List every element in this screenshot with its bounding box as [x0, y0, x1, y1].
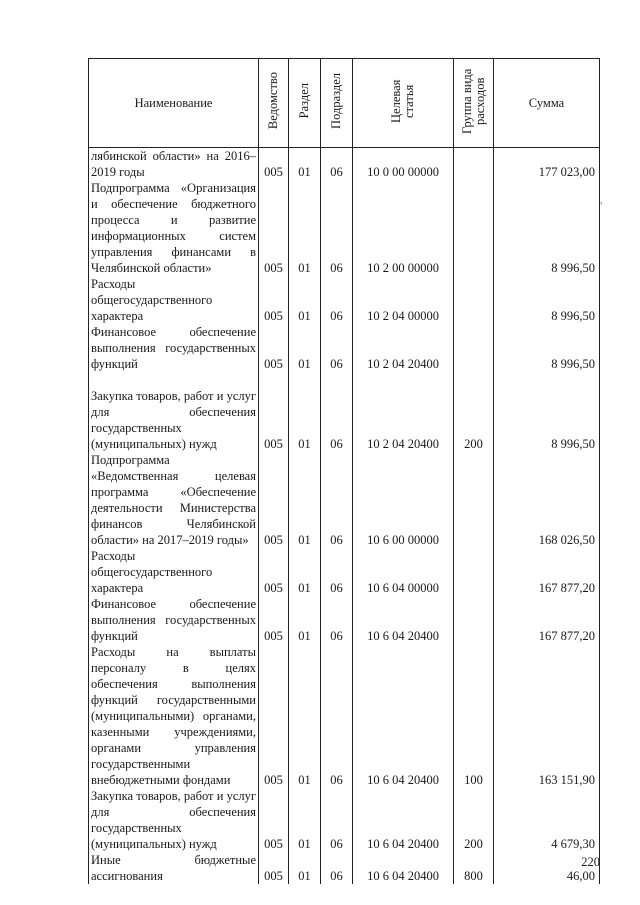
row-section: 01 [289, 372, 321, 452]
row-expense-group [454, 276, 494, 324]
table-row [89, 852, 600, 884]
table-row [89, 788, 600, 852]
row-expense-group [454, 324, 494, 372]
row-name: Подпрограмма «Ведомственная целевая программа «Обеспечение деятельности Министерства финансов Челябинской области» на 2017–2019 годы» [89, 452, 259, 548]
row-target-article: 10 6 00 00000 [353, 452, 454, 548]
header-subsection: Подраздел [321, 59, 353, 148]
row-section: 01 [289, 180, 321, 276]
row-subsection: 06 [321, 644, 353, 788]
row-expense-group: 200 [454, 788, 494, 852]
row-section: 01 [289, 148, 321, 181]
row-amount: 168 026,50 [494, 452, 600, 548]
budget-table [88, 58, 600, 884]
row-target-article: 10 6 04 20400 [353, 644, 454, 788]
row-target-article: 10 6 04 20400 [353, 852, 454, 884]
table-row [89, 372, 600, 452]
row-target-article: 10 2 04 00000 [353, 276, 454, 324]
row-subsection: 06 [321, 148, 353, 181]
row-expense-group [454, 452, 494, 548]
row-target-article: 10 2 04 20400 [353, 324, 454, 372]
header-expense-group: Группа вида расходов [454, 59, 494, 148]
row-name: Расходы общегосударственного характера [89, 548, 259, 596]
row-subsection: 06 [321, 596, 353, 644]
row-dept: 005 [259, 644, 289, 788]
row-section: 01 [289, 276, 321, 324]
header-dept: Ведомство [259, 59, 289, 148]
row-dept: 005 [259, 596, 289, 644]
header-section: Раздел [289, 59, 321, 148]
row-expense-group: 200 [454, 372, 494, 452]
row-name: Закупка товаров, работ и услуг для обеспечения государственных (муниципальных) нужд [89, 788, 259, 852]
row-expense-group: 800 [454, 852, 494, 884]
row-section: 01 [289, 452, 321, 548]
table-row [89, 276, 600, 324]
row-dept: 005 [259, 276, 289, 324]
row-amount: 46,00 [494, 852, 600, 884]
row-amount: 8 996,50 [494, 276, 600, 324]
row-name: Подпрограмма «Организация и обеспечение бюджетного процесса и развитие информационных систем управления финансами в Челябинской области» [89, 180, 259, 276]
row-amount: 167 877,20 [494, 548, 600, 596]
row-target-article: 10 6 04 20400 [353, 596, 454, 644]
row-section: 01 [289, 548, 321, 596]
table-row [89, 644, 600, 788]
table-row [89, 596, 600, 644]
table-row [89, 148, 600, 181]
row-target-article: 10 2 04 20400 [353, 372, 454, 452]
table-row [89, 452, 600, 548]
row-name: лябинской области» на 2016–2019 годы [89, 148, 259, 181]
row-subsection: 06 [321, 548, 353, 596]
row-section: 01 [289, 644, 321, 788]
table-body [89, 148, 600, 885]
row-name: Финансовое обеспечение выполнения государственных функций [89, 324, 259, 372]
row-subsection: 06 [321, 788, 353, 852]
row-subsection: 06 [321, 452, 353, 548]
row-subsection: 06 [321, 372, 353, 452]
row-amount: 8 996,50 [494, 372, 600, 452]
scan-mark: , [600, 195, 603, 206]
row-amount: 177 023,00 [494, 148, 600, 181]
row-dept: 005 [259, 452, 289, 548]
table-row [89, 180, 600, 276]
row-amount: 8 996,50 [494, 324, 600, 372]
page-number: 220 [581, 855, 600, 869]
table-row [89, 548, 600, 596]
row-target-article: 10 2 00 00000 [353, 180, 454, 276]
row-section: 01 [289, 788, 321, 852]
row-section: 01 [289, 596, 321, 644]
row-target-article: 10 0 00 00000 [353, 148, 454, 181]
row-dept: 005 [259, 788, 289, 852]
row-target-article: 10 6 04 00000 [353, 548, 454, 596]
row-subsection: 06 [321, 276, 353, 324]
row-dept: 005 [259, 180, 289, 276]
row-subsection: 06 [321, 324, 353, 372]
row-target-article: 10 6 04 20400 [353, 788, 454, 852]
row-section: 01 [289, 852, 321, 884]
row-expense-group [454, 548, 494, 596]
row-name: Финансовое обеспечение выполнения государственных функций [89, 596, 259, 644]
row-name: Закупка товаров, работ и услуг для обеспечения государственных (муниципальных) нужд [89, 372, 259, 452]
row-name: Расходы на выплаты персоналу в целях обеспечения выполнения функций государственными (муниципальными) органами, казенными учреждениями, органами управления государственными внебюджетными фондами [89, 644, 259, 788]
row-dept: 005 [259, 148, 289, 181]
row-amount: 4 679,30 [494, 788, 600, 852]
header-target-article: Целевая статья [353, 59, 454, 148]
row-dept: 005 [259, 548, 289, 596]
table-row [89, 324, 600, 372]
row-dept: 005 [259, 372, 289, 452]
row-expense-group [454, 596, 494, 644]
row-amount: 163 151,90 [494, 644, 600, 788]
header-name: Наименование [89, 59, 259, 148]
row-subsection: 06 [321, 852, 353, 884]
row-subsection: 06 [321, 180, 353, 276]
row-name: Расходы общегосударственного характера [89, 276, 259, 324]
table-header-row [89, 59, 600, 148]
row-section: 01 [289, 324, 321, 372]
row-dept: 005 [259, 324, 289, 372]
row-dept: 005 [259, 852, 289, 884]
row-expense-group [454, 148, 494, 181]
row-amount: 167 877,20 [494, 596, 600, 644]
row-name: Иные бюджетные ассигнования [89, 852, 259, 884]
row-amount: 8 996,50 [494, 180, 600, 276]
header-amount: Сумма [494, 59, 600, 148]
row-expense-group: 100 [454, 644, 494, 788]
row-expense-group [454, 180, 494, 276]
